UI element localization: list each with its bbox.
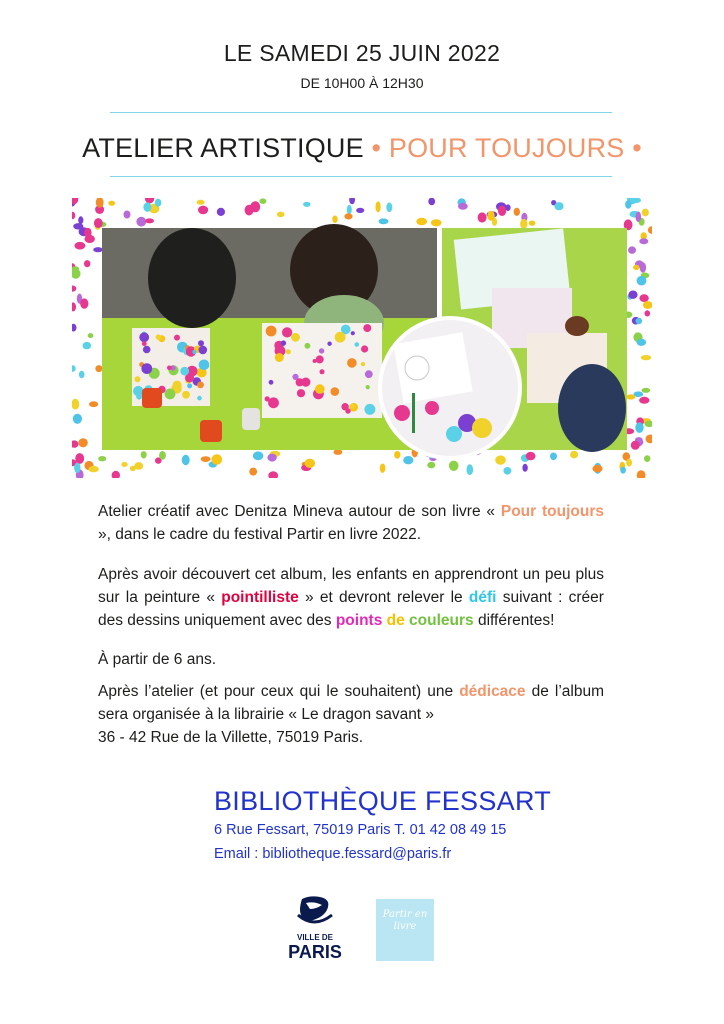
paragraph-intro [98, 500, 604, 546]
partir-en-livre-logo [376, 899, 434, 961]
desc-text-4: différentes! [477, 612, 555, 629]
confetti-dot [93, 247, 103, 252]
paint-dot [197, 382, 204, 389]
confetti-dot [72, 365, 76, 372]
confetti-dot [386, 203, 392, 213]
paint-dot [297, 389, 305, 397]
paint-dot [156, 334, 161, 339]
confetti-dot [449, 461, 459, 471]
confetti-dot [349, 198, 355, 204]
confetti-dot [626, 394, 635, 399]
confetti-dot [75, 453, 84, 464]
confetti-dot [124, 211, 131, 219]
confetti-dot [458, 203, 468, 210]
age-info: À partir de 6 ans. [98, 651, 217, 668]
confetti-dot [636, 212, 642, 223]
paint-dot [350, 404, 355, 409]
confetti-dot [550, 453, 557, 461]
confetti-dot [514, 208, 520, 216]
paint-dot [269, 380, 274, 385]
desc-text-1: Après avoir découvert cet album, les enfants en apprendront un peu plus sur la peinture « [98, 566, 604, 606]
paint-dot [363, 324, 371, 332]
confetti-dot [78, 216, 83, 224]
confetti-dot [431, 219, 442, 226]
paragraph-description [98, 563, 604, 632]
paint-dot [286, 349, 291, 354]
paint-dot [199, 360, 210, 371]
confetti-dot [277, 212, 285, 218]
confetti-dot [631, 441, 640, 450]
confetti-dot [73, 223, 83, 229]
library-address: 6 Rue Fessart, 75019 Paris T. 01 42 08 49 15 [214, 822, 507, 838]
confetti-dot [636, 318, 643, 324]
paint-dot [167, 366, 172, 371]
confetti-dot [526, 452, 536, 460]
paint-dot [135, 376, 141, 382]
paint-dot [281, 340, 286, 345]
confetti-dot [529, 221, 536, 226]
paint-dot [347, 358, 357, 368]
confetti-dot [642, 209, 649, 217]
confetti-dot [182, 455, 190, 465]
confetti-dot [79, 371, 85, 379]
paint-dot [361, 362, 365, 366]
top-divider [110, 112, 612, 113]
confetti-dot [394, 451, 400, 459]
event-date: LE SAMEDI 25 JUIN 2022 [223, 40, 501, 66]
paint-dot [320, 369, 325, 374]
confetti-dot [639, 238, 648, 244]
confetti-dot [72, 440, 79, 447]
confetti-dot [628, 246, 636, 253]
confetti-dot [74, 463, 80, 473]
confetti-dot [74, 242, 85, 250]
word-de: de [386, 612, 405, 629]
confetti-dot [639, 294, 648, 302]
paris-logo-line1: VILLE DE [296, 933, 334, 942]
confetti-dot [94, 218, 103, 228]
paint-dot [198, 340, 204, 346]
signing-text-2: de l’album sera organisée à la librairie « Le dragon savant » [98, 683, 605, 723]
confetti-dot [637, 470, 646, 478]
paint-dot [335, 332, 346, 343]
paint-dot [139, 332, 149, 342]
confetti-dot [72, 399, 79, 410]
paint-dot [143, 346, 151, 354]
bookshop-address: 36 - 42 Rue de la Villette, 75019 Paris. [98, 729, 364, 746]
confetti-dot [520, 219, 527, 229]
confetti-dot [83, 342, 92, 349]
paint-dot [365, 370, 373, 378]
confetti-dot [344, 213, 352, 219]
paint-dot [133, 386, 143, 396]
paint-dot [142, 341, 147, 346]
confetti-dot [212, 454, 223, 465]
page-title [0, 133, 724, 164]
confetti-dot [628, 291, 637, 299]
word-pointilliste: pointilliste [221, 589, 299, 606]
confetti-dot [198, 206, 208, 215]
confetti-dot [134, 462, 143, 470]
paint-dot [319, 348, 324, 353]
paint-dot [174, 335, 180, 341]
paris-logo-line2: PARIS [288, 942, 342, 962]
photo-collage [72, 198, 652, 478]
confetti-dot [108, 201, 115, 206]
confetti-dot [416, 218, 427, 225]
desc-text-3: suivant : créer des dessins uniquement avec des [98, 589, 604, 629]
confetti-dot [78, 438, 87, 447]
confetti-dot [155, 199, 162, 207]
confetti-dot [88, 333, 94, 338]
confetti-dot [249, 468, 257, 476]
paint-dot [291, 333, 300, 342]
partir-logo-text: Partir en livre [382, 909, 428, 932]
event-time: DE 10H00 À 12H30 [300, 75, 424, 91]
confetti-dot [98, 456, 106, 461]
paint-dot [316, 355, 324, 363]
confetti-dot [356, 208, 364, 213]
paint-dot [199, 346, 208, 355]
confetti-dot [72, 302, 76, 311]
confetti-dot [467, 464, 474, 475]
paint-dot [182, 391, 190, 399]
paragraph-signing [98, 680, 604, 749]
confetti-dot [643, 301, 652, 309]
confetti-dot [487, 211, 494, 221]
confetti-dot [620, 467, 626, 474]
confetti-dot [347, 205, 352, 215]
word-points: points [335, 612, 383, 629]
paint-dot [296, 378, 304, 386]
confetti-dot [641, 355, 651, 360]
confetti-dot [625, 200, 631, 208]
title-accent: • POUR TOUJOURS • [371, 133, 642, 163]
confetti-dot [136, 217, 146, 227]
confetti-dot [201, 456, 211, 462]
confetti-dot [554, 202, 563, 210]
confetti-dot [522, 464, 527, 472]
paint-dot [351, 331, 355, 335]
paint-dot [355, 342, 360, 347]
title-main: ATELIER ARTISTIQUE [82, 133, 364, 163]
intro-text-2: », dans le cadre du festival Partir en livre 2022. [98, 526, 422, 543]
confetti-dot [88, 466, 98, 472]
confetti-dot [72, 212, 75, 219]
confetti-dot [84, 260, 90, 267]
confetti-dot [250, 201, 260, 212]
confetti-dot [379, 218, 389, 224]
confetti-dot [505, 204, 510, 211]
confetti-dot [253, 451, 264, 460]
word-defi: défi [468, 589, 497, 606]
confetti-dot [637, 276, 647, 286]
intro-text-1: Atelier créatif avec Denitza Mineva autour de son livre « [98, 503, 496, 520]
confetti-dot [427, 462, 435, 469]
confetti-dot [334, 449, 343, 455]
confetti-dot [72, 324, 77, 332]
confetti-dot [305, 459, 316, 468]
paint-dot [305, 343, 311, 349]
paint-dot [187, 383, 192, 388]
confetti-dot [72, 198, 78, 204]
confetti-dot [259, 198, 266, 204]
confetti-dot [121, 462, 127, 467]
signing-text-1: Après l’atelier (et pour ceux qui le souhaitent) une [98, 683, 454, 700]
paint-dot [141, 363, 152, 374]
confetti-dot [648, 226, 652, 234]
paint-dot [327, 342, 331, 346]
confetti-dot [644, 455, 650, 462]
confetti-dot [268, 471, 278, 478]
confetti-dot [72, 286, 76, 292]
book-title: Pour toujours [500, 503, 604, 520]
ville-de-paris-logo [280, 893, 350, 963]
paint-dot [165, 389, 176, 400]
library-email[interactable]: Email : bibliotheque.fessard@paris.fr [214, 846, 452, 862]
paint-dot [197, 396, 202, 401]
paint-dot [345, 408, 350, 413]
confetti-dot [145, 218, 154, 223]
confetti-dot [159, 451, 166, 460]
confetti-dot [646, 435, 653, 444]
confetti-dot [332, 216, 337, 223]
confetti-dot [570, 451, 578, 459]
confetti-dot [637, 339, 647, 346]
library-name: BIBLIOTHÈQUE FESSART [214, 786, 552, 816]
paint-dot [192, 350, 196, 354]
confetti-dot [498, 206, 506, 216]
confetti-dot [495, 455, 506, 464]
confetti-dot [89, 401, 98, 407]
paint-dot [275, 353, 284, 362]
paint-dot [364, 404, 375, 415]
confetti-dot [112, 471, 120, 478]
paint-dot [282, 327, 292, 337]
confetti-dot [592, 465, 602, 472]
confetti-dot [267, 454, 276, 462]
confetti-dot [478, 212, 487, 222]
confetti-dot [645, 310, 651, 316]
confetti-dot [639, 397, 649, 404]
confetti-dot [642, 388, 651, 393]
confetti-dot [141, 451, 147, 458]
word-dedicace: dédicace [459, 683, 526, 700]
confetti-dot [635, 422, 643, 433]
confetti-dot [403, 456, 413, 464]
paint-dot [315, 384, 325, 394]
paint-dot [180, 367, 189, 376]
confetti-dot [80, 298, 88, 308]
confetti-dot [428, 198, 435, 205]
confetti-dot [503, 467, 511, 475]
confetti-dot [143, 202, 151, 212]
confetti-dot [626, 459, 632, 467]
confetti-dot [197, 200, 205, 205]
paint-dot [361, 345, 368, 352]
confetti-dot [85, 235, 95, 243]
paint-dot [173, 381, 182, 390]
word-couleurs: couleurs [409, 612, 474, 629]
confetti-dot [640, 262, 646, 273]
confetti-dot [376, 201, 381, 212]
confetti-dot [380, 464, 386, 473]
confetti-dot [73, 414, 82, 424]
paint-dot [266, 326, 277, 337]
paint-dot [313, 359, 317, 363]
confetti-dot [633, 265, 639, 270]
confetti-dot [303, 202, 310, 207]
confetti-dot [217, 208, 225, 216]
desc-text-2: » et devront relever le [304, 589, 463, 606]
paint-dot [366, 385, 370, 389]
paint-dot [331, 387, 340, 396]
title-divider [110, 176, 612, 177]
confetti-dot [95, 365, 102, 372]
paint-dot [265, 396, 270, 401]
